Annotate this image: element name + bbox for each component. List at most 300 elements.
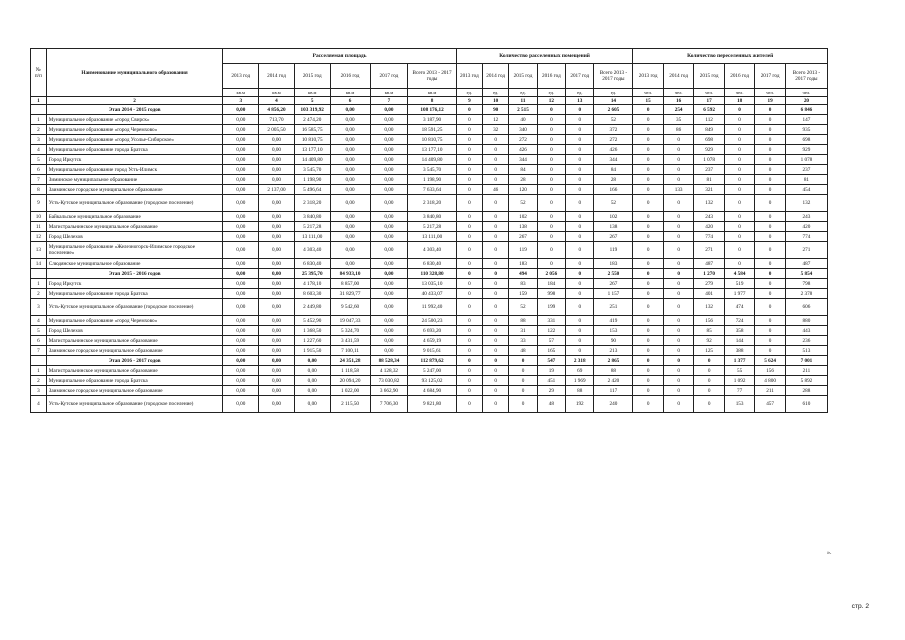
row-value: 0 [663,269,693,279]
row-name: Зиминское муниципальное образование [46,175,223,185]
row-value: 138 [594,222,633,232]
row-value: 0,00 [223,346,259,356]
row-value: 0,00 [223,175,259,185]
header-total: Всего 2013 - 2017 годы [408,64,456,89]
row-value: 0 [663,212,693,222]
table-row [31,115,828,125]
row-value: 0,00 [223,165,259,175]
row-num: 2 [31,376,47,386]
row-value: 40 [509,115,537,125]
row-value: 0 [566,269,594,279]
header-unit: кв.м [408,89,456,97]
row-value: 0,00 [330,155,370,165]
header-unit: чел. [724,89,754,97]
header-unit: кв.м [259,89,295,97]
row-value: 4 178,10 [294,279,330,289]
row-value: 254 [663,105,693,115]
table-row [31,279,828,289]
row-value: 0 [483,346,509,356]
row-value: 0,00 [259,259,295,269]
row-value: 0,00 [223,105,259,115]
row-value: 5 324,70 [330,326,370,336]
column-number: 9 [456,97,482,105]
row-name: Муниципальное образование города Братска [46,145,223,155]
row-value: 272 [509,135,537,145]
row-num: 4 [31,396,47,413]
row-value: 0 [633,212,663,222]
row-value: 0 [566,212,594,222]
row-value: 0 [633,386,663,396]
row-value: 13 111,00 [294,232,330,242]
row-value: 288 [785,386,827,396]
row-value: 19 [537,366,565,376]
row-value: 0 [456,356,482,366]
row-value: 487 [694,259,724,269]
row-value: 0 [633,242,663,259]
row-num: 2 [31,125,47,135]
row-value: 0,00 [330,242,370,259]
row-value: 0,00 [370,279,408,289]
row-value: 0,00 [223,366,259,376]
header-unit: ед. [594,89,633,97]
header-year: 2017 год [370,64,408,89]
row-value: 0 [755,185,785,195]
row-value: 117 [594,386,633,396]
row-value: 0 [694,396,724,413]
row-value: 10 810,75 [408,135,456,145]
row-value: 6 592 [694,105,724,115]
row-value: 102 [594,212,633,222]
row-value: 3 187,90 [408,115,456,125]
row-value: 0,00 [370,135,408,145]
row-name: Муниципальное образование «город Свирск» [46,115,223,125]
row-value: 0 [663,145,693,155]
row-value: 0 [537,185,565,195]
row-value: 0 [633,316,663,326]
row-value: 73 030,82 [370,376,408,386]
row-value: 0 [663,165,693,175]
row-value: 0 [663,326,693,336]
row-value: 243 [785,212,827,222]
table-row [31,366,828,376]
row-value: 0,00 [370,115,408,125]
row-value: 849 [694,125,724,135]
row-value: 0,00 [330,115,370,125]
row-value: 0,00 [223,396,259,413]
row-value: 16 585,75 [294,125,330,135]
row-value: 0,00 [370,105,408,115]
row-value: 35 [663,115,693,125]
row-value: 0 [456,242,482,259]
column-number: 15 [633,97,663,105]
row-value: 0 [537,222,565,232]
row-num: 4 [31,145,47,155]
row-value: 998 [537,289,565,299]
row-value: 55 [724,366,754,376]
row-value: 272 [594,135,633,145]
row-value: 14 409,80 [294,155,330,165]
column-number: 18 [724,97,754,105]
row-value: 0,00 [370,242,408,259]
row-value: 5 247,00 [408,366,456,376]
row-value: 0,00 [370,125,408,135]
row-value: 1 969 [566,376,594,386]
table-row [31,346,828,356]
row-value: 213 [594,346,633,356]
row-name: Муниципальное образование города Братска [46,376,223,386]
table-row [31,165,828,175]
stage-row [31,269,828,279]
row-value: 0 [663,386,693,396]
row-value: 112 [694,115,724,125]
row-value: 88 [566,386,594,396]
row-name: Этап 2016 - 2017 годов [46,356,223,366]
row-value: 0,00 [330,145,370,155]
row-value: 0,00 [223,316,259,326]
row-value: 0,00 [330,165,370,175]
row-value: 0 [456,222,482,232]
row-value: 0,00 [370,346,408,356]
row-value: 0 [755,259,785,269]
row-value: 1 157 [594,289,633,299]
row-value: 5 854 [785,269,827,279]
row-value: 0 [456,165,482,175]
row-value: 0,00 [223,155,259,165]
row-value: 0 [483,386,509,396]
row-value: 340 [509,125,537,135]
row-value: 0,00 [223,386,259,396]
row-value: 0,00 [259,135,295,145]
row-name: Заиминское городское муниципальное образование [46,346,223,356]
row-value: 40 433,07 [408,289,456,299]
row-value: 0,00 [330,232,370,242]
row-value: 0 [724,105,754,115]
row-value: 125 [694,346,724,356]
row-value: 4 584 [724,269,754,279]
row-value: 0 [633,259,663,269]
row-value: 0 [566,259,594,269]
row-value: 0 [537,125,565,135]
column-number: 12 [537,97,565,105]
header-year: 2016 год [724,64,754,89]
header-unit: кв.м [330,89,370,97]
row-value: 31 [509,326,537,336]
row-value: 0 [456,386,482,396]
row-value: 0 [537,105,565,115]
row-value: 28 [509,175,537,185]
row-value: 0 [694,376,724,386]
row-value: 103 319,92 [294,105,330,115]
row-value: 0,00 [259,145,295,155]
header-year: 2014 год [663,64,693,89]
header-year: 2013 год [633,64,663,89]
table-row [31,145,828,155]
header-unit: чел. [694,89,724,97]
header-year: 2013 год [456,64,482,89]
row-num: 1 [31,115,47,125]
row-value: 0,00 [370,259,408,269]
row-value: 156 [755,366,785,376]
header-unit: ед. [509,89,537,97]
row-value: 0,00 [259,326,295,336]
row-value: 2 318,20 [294,195,330,212]
row-value: 698 [694,135,724,145]
row-value: 84 933,10 [330,269,370,279]
table-row [31,125,828,135]
row-value: 6 830,40 [408,259,456,269]
row-value: 0,00 [294,356,330,366]
row-value: 358 [724,326,754,336]
row-name: Муниципальное образование «Железногорск-Илимское городское поселение» [46,242,223,259]
row-value: 0,00 [294,366,330,376]
header-year: 2016 год [330,64,370,89]
row-value: 4 659,19 [408,336,456,346]
row-value: 0 [456,185,482,195]
row-value: 1 198,90 [408,175,456,185]
row-value: 0 [456,212,482,222]
row-value: 0 [633,269,663,279]
row-value: 52 [509,195,537,212]
column-number: 2 [46,97,223,105]
row-value: 29 [537,386,565,396]
row-value: 0 [755,165,785,175]
row-value: 0 [456,195,482,212]
row-name: Магистральнинское муниципальное образование [46,336,223,346]
row-value: 0,00 [259,175,295,185]
row-value: 211 [785,366,827,376]
row-value: 513 [785,346,827,356]
row-value: 52 [509,299,537,316]
row-value: 0 [755,175,785,185]
row-value: 0 [456,259,482,269]
row-value: 0 [509,386,537,396]
row-value: 0,00 [259,396,295,413]
row-value: 0,00 [223,299,259,316]
row-value: 2 115,50 [330,396,370,413]
row-value: 7 001 [785,356,827,366]
row-value: 419 [594,316,633,326]
row-value: 0 [755,195,785,212]
table-row [31,316,828,326]
row-name: Муниципальное образование города Братска [46,289,223,299]
row-value: 48 [537,396,565,413]
row-value: 0,00 [259,195,295,212]
header-year: 2017 год [755,64,785,89]
row-value: 0,00 [330,125,370,135]
row-value: 0 [663,135,693,145]
row-value: 1 368,50 [294,326,330,336]
row-value: 251 [594,299,633,316]
row-value: 0,00 [223,135,259,145]
row-value: 935 [785,125,827,135]
row-value: 0 [456,279,482,289]
row-num: 3 [31,299,47,316]
header-unit: ед. [456,89,482,97]
row-value: 271 [785,242,827,259]
row-name: Заиминское городское муниципальное образование [46,185,223,195]
row-name: Этап 2015 - 2016 годов [46,269,223,279]
row-value: 2 005,50 [259,125,295,135]
header-name: Наименование муниципального образования [46,49,223,97]
row-num: 12 [31,232,47,242]
row-value: 0,00 [223,279,259,289]
row-value: 1 092 [724,376,754,386]
row-value: 183 [509,259,537,269]
row-value: 0 [633,165,663,175]
row-value: 31 829,77 [330,289,370,299]
row-value: 0 [724,175,754,185]
row-value: 0 [566,115,594,125]
row-value: 1 022,00 [330,386,370,396]
row-value: 0,00 [259,212,295,222]
row-value: 25 395,70 [294,269,330,279]
row-value: 0 [483,165,509,175]
row-value: 144 [724,336,754,346]
row-value: 2 449,80 [294,299,330,316]
row-value: 0,00 [259,386,295,396]
row-value: 7 706,30 [370,396,408,413]
row-num: 1 [31,366,47,376]
row-name: Муниципальное образование «город Черемхово» [46,125,223,135]
row-value: 0,00 [370,195,408,212]
row-value: 84 [509,165,537,175]
row-value: 0,00 [370,299,408,316]
row-value: 14 409,80 [408,155,456,165]
row-value: 0 [566,195,594,212]
row-value: 0 [724,135,754,145]
row-value: 0,00 [223,269,259,279]
row-value: 2 056 [537,269,565,279]
row-value: 0 [633,376,663,386]
row-name: Усть-Кутское муниципальное образование (городское поселение) [46,195,223,212]
row-value: 487 [785,259,827,269]
row-value: 0 [633,125,663,135]
row-value: 0 [537,242,565,259]
row-value: 0 [755,145,785,155]
row-value: 0 [566,185,594,195]
row-value: 10 810,75 [294,135,330,145]
row-value: 0 [456,145,482,155]
row-value: 0 [456,125,482,135]
row-value: 0 [566,346,594,356]
row-value: 0 [566,326,594,336]
row-value: 4 128,32 [370,366,408,376]
table-row [31,259,828,269]
row-value: 321 [694,185,724,195]
row-value: 0,00 [223,212,259,222]
column-number: 16 [663,97,693,105]
row-name: Магистральнинское муниципальное образование [46,222,223,232]
row-value: 0 [755,115,785,125]
row-value: 9 821,80 [408,396,456,413]
row-value: 20 094,20 [330,376,370,386]
row-value: 32 [483,125,509,135]
table-row [31,155,828,165]
row-num: 10 [31,212,47,222]
row-name: Усть-Кутское муниципальное образование (городское поселение) [46,299,223,316]
row-value: 426 [509,145,537,155]
row-value: 1 915,50 [294,346,330,356]
row-value: 426 [594,145,633,155]
row-value: 0,00 [223,242,259,259]
row-value: 0 [483,222,509,232]
row-value: 331 [537,316,565,326]
row-value: 12 [483,115,509,125]
row-value: 0 [483,336,509,346]
row-value: 0,00 [223,336,259,346]
row-value: 156 [694,316,724,326]
row-value: 3 840,80 [294,212,330,222]
row-name: Муниципальное образование «город Черемхово» [46,316,223,326]
row-value: 0 [663,316,693,326]
row-value: 0 [633,279,663,289]
row-num: 4 [31,316,47,326]
row-value: 474 [724,299,754,316]
row-value: 3 545,70 [294,165,330,175]
header-unit: ед. [566,89,594,97]
trailing-mark: ». [827,550,832,556]
row-value: 0,00 [223,195,259,212]
row-value: 0,00 [370,326,408,336]
row-value: 0 [663,175,693,185]
row-value: 9 542,60 [330,299,370,316]
header-year: 2015 год [694,64,724,89]
row-name: Муниципальное образование город Усть-Илимск [46,165,223,175]
row-value: 0,00 [259,279,295,289]
row-value: 0 [483,396,509,413]
row-value: 0,00 [223,115,259,125]
row-value: 0 [509,376,537,386]
row-value: 4 303,40 [408,242,456,259]
row-value: 0 [566,299,594,316]
row-value: 0,00 [259,155,295,165]
row-value: 0 [694,386,724,396]
row-value: 0 [755,299,785,316]
row-value: 77 [724,386,754,396]
data-table [30,48,828,413]
row-value: 0 [537,212,565,222]
table-row [31,386,828,396]
row-value: 88 528,34 [370,356,408,366]
row-value: 0 [633,105,663,115]
column-number: 19 [755,97,785,105]
row-value: 457 [755,396,785,413]
header-unit: ед. [483,89,509,97]
row-value: 13 177,10 [294,145,330,155]
row-value: 147 [785,115,827,125]
row-value: 0 [755,289,785,299]
row-value: 0,00 [259,289,295,299]
row-value: 267 [594,232,633,242]
row-value: 92 [694,336,724,346]
header-unit: чел. [785,89,827,97]
row-name: Магистральнинское муниципальное образование [46,366,223,376]
header-group-area: Расселяемая площадь [223,49,456,64]
row-value: 0 [509,356,537,366]
stage-row [31,356,828,366]
row-value: 0 [724,232,754,242]
row-value: 0 [483,232,509,242]
row-value: 0 [724,115,754,125]
row-value: 344 [594,155,633,165]
row-value: 0 [724,155,754,165]
row-value: 0,00 [330,259,370,269]
row-num: 5 [31,155,47,165]
row-value: 0,00 [259,356,295,366]
row-value: 132 [694,195,724,212]
row-value: 88 [594,366,633,376]
table-row [31,195,828,212]
